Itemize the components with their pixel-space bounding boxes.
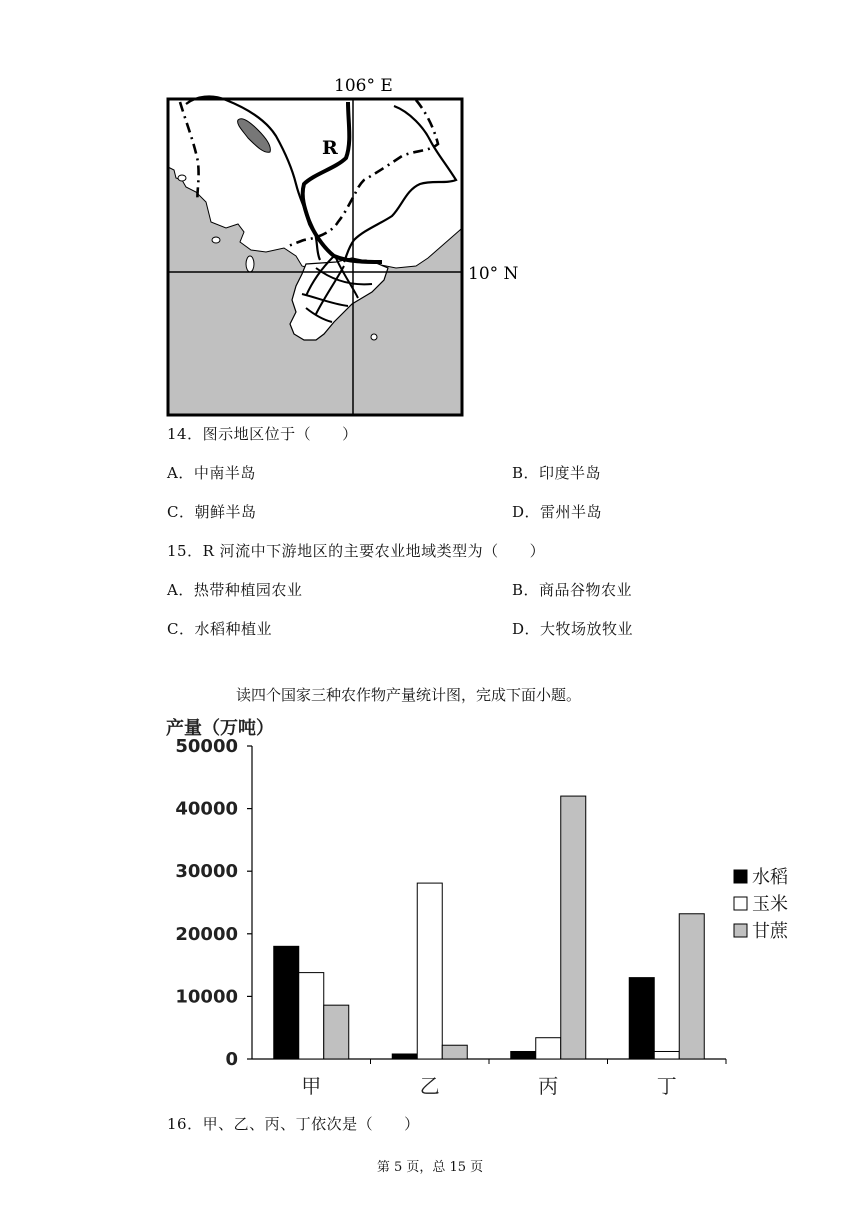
bar-玉米-甲 (299, 973, 324, 1059)
island (371, 334, 377, 340)
bar-水稻-丙 (511, 1051, 536, 1059)
y-tick-label: 30000 (175, 861, 238, 883)
bar-甘蔗-乙 (442, 1045, 467, 1059)
island (246, 256, 254, 272)
bar-甘蔗-丙 (561, 796, 586, 1059)
legend-swatch (734, 897, 747, 910)
island (212, 237, 220, 243)
y-tick-label: 0 (225, 1049, 238, 1070)
y-axis-label: 产量（万吨） (166, 718, 274, 739)
bar-甘蔗-丁 (679, 914, 704, 1059)
question-15-option-c: C．水稻种植业 (167, 620, 272, 638)
map-river-label: R (322, 137, 338, 159)
legend-swatch (734, 870, 747, 883)
question-15-option-b: B．商品谷物农业 (512, 581, 633, 599)
question-16-stem: 16．甲、乙、丙、丁依次是（ ） (167, 1115, 420, 1133)
bar-水稻-甲 (274, 946, 299, 1059)
bar-玉米-乙 (417, 883, 442, 1059)
map-lat-label: 10° N (468, 264, 519, 284)
question-15-stem: 15．R 河流中下游地区的主要农业地域类型为（ ） (167, 542, 546, 560)
legend-label: 玉米 (752, 894, 788, 915)
question-14-stem: 14．图示地区位于（ ） (167, 425, 358, 443)
map-figure (166, 72, 526, 417)
x-tick-label: 丁 (656, 1074, 677, 1098)
bar-玉米-丙 (536, 1038, 561, 1059)
x-tick-label: 乙 (419, 1074, 440, 1098)
question-14-option-b: B．印度半岛 (512, 464, 602, 482)
bar-水稻-乙 (392, 1054, 417, 1059)
y-tick-label: 20000 (175, 923, 238, 945)
page-footer: 第 5 页，总 15 页 (376, 1160, 484, 1175)
legend-label: 水稻 (752, 867, 788, 888)
y-tick-label: 10000 (175, 986, 238, 1008)
bar-玉米-丁 (654, 1051, 679, 1059)
bar-甘蔗-甲 (324, 1005, 349, 1059)
x-tick-label: 甲 (301, 1074, 322, 1098)
river-R (303, 102, 382, 262)
legend-label: 甘蔗 (752, 921, 788, 942)
bar-水稻-丁 (629, 978, 654, 1059)
map-lon-label: 106° E (334, 76, 393, 96)
question-14-option-c: C．朝鲜半岛 (167, 503, 257, 521)
legend-swatch (734, 924, 747, 937)
crop-production-chart (160, 712, 800, 1102)
y-tick-label: 40000 (175, 798, 238, 820)
island (178, 175, 186, 181)
question-14-option-a: A．中南半岛 (167, 464, 256, 482)
map-svg (166, 72, 526, 417)
chart-svg (160, 712, 800, 1102)
y-tick-label: 50000 (175, 736, 238, 757)
chart-intro-text: 读四个国家三种农作物产量统计图，完成下面小题。 (236, 686, 582, 704)
x-tick-label: 丙 (538, 1074, 559, 1098)
question-15-option-d: D．大牧场放牧业 (512, 620, 634, 638)
question-14-option-d: D．雷州半岛 (512, 503, 603, 521)
question-15-option-a: A．热带种植园农业 (167, 581, 303, 599)
